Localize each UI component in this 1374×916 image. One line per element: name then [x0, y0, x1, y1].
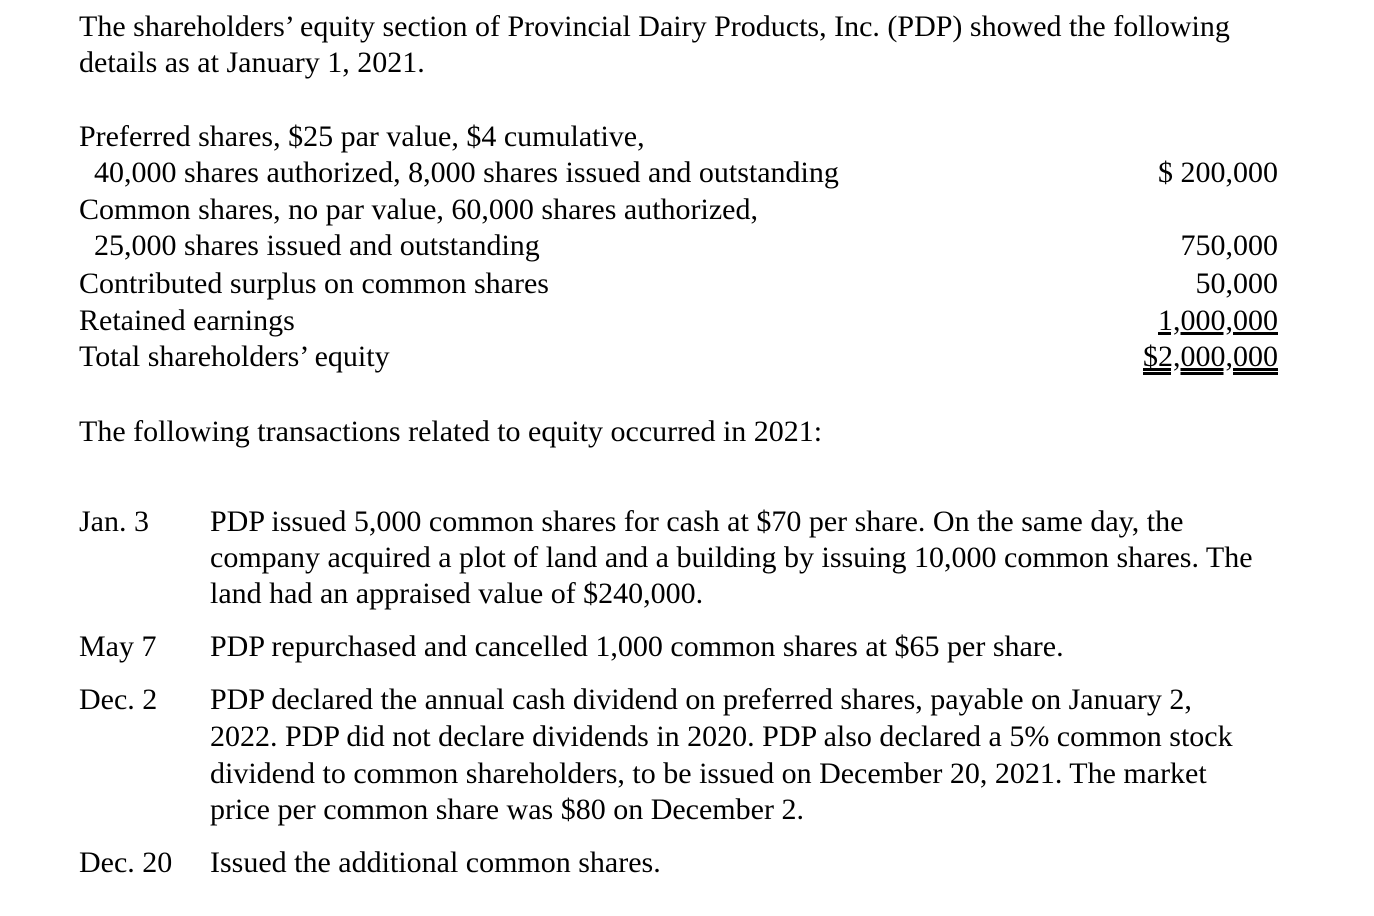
- transaction-line: dividend to common shareholders, to be issued on December 20, 2021. The market: [210, 757, 1207, 790]
- retained-label: Retained earnings: [79, 304, 295, 337]
- contributed-label: Contributed surplus on common shares: [79, 267, 549, 300]
- intro-line-2: details as at January 1, 2021.: [79, 46, 425, 79]
- retained-amount: 1,000,000: [1158, 304, 1278, 337]
- transaction-date: May 7: [79, 630, 157, 663]
- total-label: Total shareholders’ equity: [79, 340, 390, 373]
- contributed-amount: 50,000: [1195, 267, 1278, 300]
- common-amount: 750,000: [1180, 229, 1278, 262]
- transaction-date: Dec. 2: [79, 683, 158, 716]
- common-label-2: 25,000 shares issued and outstanding: [94, 229, 540, 262]
- transactions-intro: The following transactions related to equity occurred in 2021:: [79, 415, 823, 448]
- transaction-date: Dec. 20: [79, 846, 173, 879]
- transaction-line: PDP issued 5,000 common shares for cash at $70 per share. On the same day, the: [210, 505, 1184, 538]
- preferred-amount: $ 200,000: [1158, 156, 1278, 189]
- transaction-line: PDP repurchased and cancelled 1,000 common shares at $65 per share.: [210, 630, 1064, 663]
- transaction-line: Issued the additional common shares.: [210, 846, 661, 879]
- common-label-1: Common shares, no par value, 60,000 shares authorized,: [79, 193, 758, 226]
- transaction-line: 2022. PDP did not declare dividends in 2020. PDP also declared a 5% common stock: [210, 720, 1233, 753]
- transaction-line: price per common share was $80 on December 2.: [210, 793, 804, 826]
- preferred-label-2: 40,000 shares authorized, 8,000 shares issued and outstanding: [94, 156, 839, 189]
- preferred-label-1: Preferred shares, $25 par value, $4 cumulative,: [79, 120, 645, 153]
- transaction-line: company acquired a plot of land and a building by issuing 10,000 common shares. The: [210, 541, 1253, 574]
- transaction-line: PDP declared the annual cash dividend on preferred shares, payable on January 2,: [210, 683, 1192, 716]
- transaction-date: Jan. 3: [79, 505, 149, 538]
- intro-line-1: The shareholders’ equity section of Provincial Dairy Products, Inc. (PDP) showed the following: [79, 10, 1230, 43]
- total-amount: $2,000,000: [1143, 340, 1278, 373]
- transaction-line: land had an appraised value of $240,000.: [210, 577, 704, 610]
